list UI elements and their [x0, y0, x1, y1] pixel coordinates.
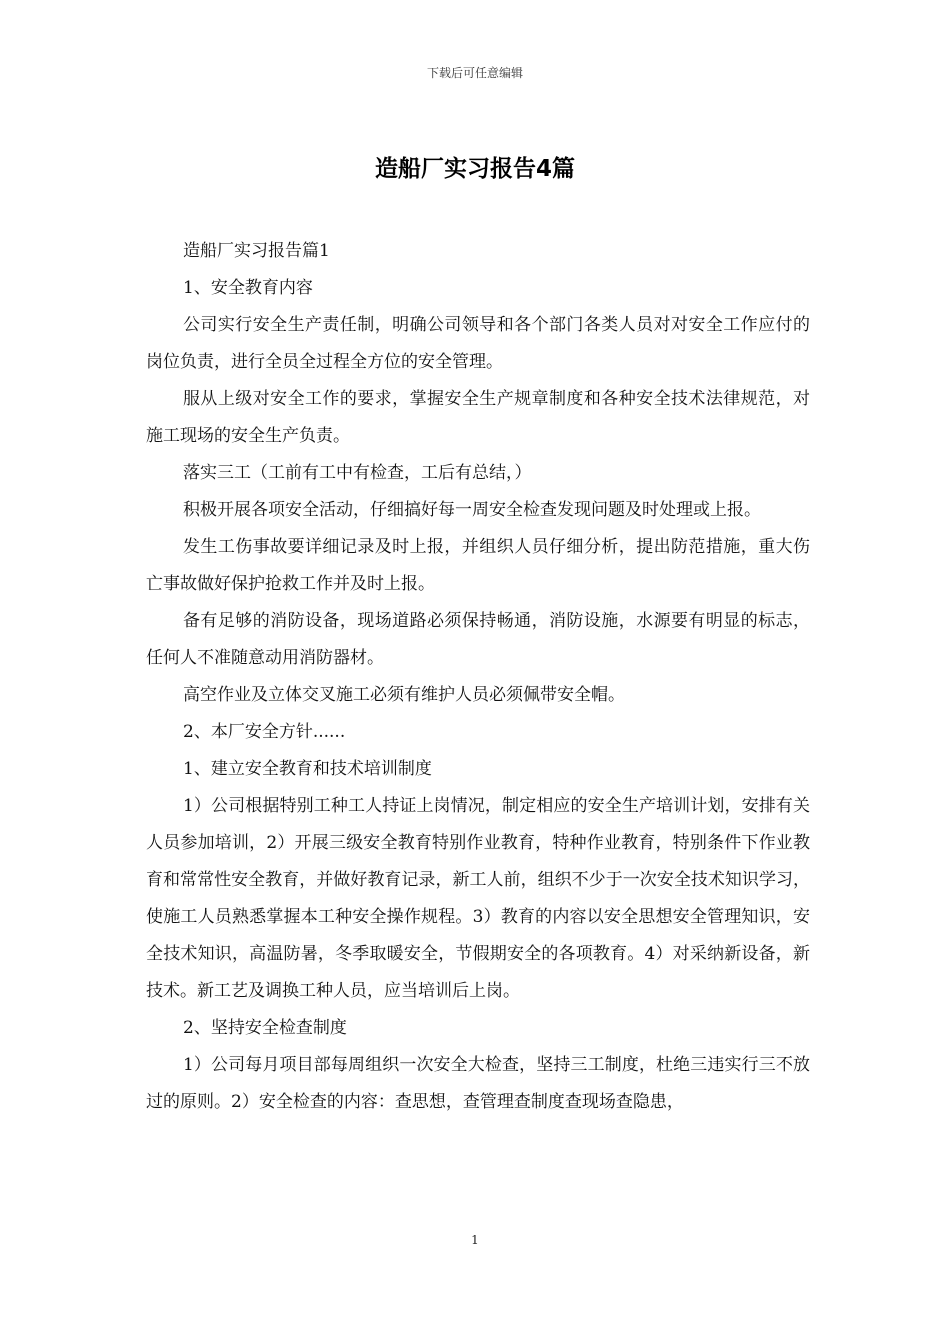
header-note: 下载后可任意编辑 — [426, 66, 523, 80]
body-paragraph: 1）公司根据特别工种工人持证上岗情况，制定相应的安全生产培训计划，安排有关人员参加培训，2）开展三级安全教育特别作业教育，特种作业教育，特别条件下作业教育和常常性安全教育，并做好教育记录，新工人前，组织不少于一次安全技术知识学习，使施工人员熟悉掌握本工种安全操作规程。3）教育的内容以安全思想安全管理知识，安全技术知识，高温防暑，冬季取暖安全，节假期安全的各项教育。4）对采纳新设备，新技术。新工艺及调换工种人员，应当培训后上岗。 — [146, 796, 810, 1001]
body-paragraph: 高空作业及立体交叉施工必须有维护人员必须佩带安全帽。 — [183, 685, 625, 705]
subsection-heading: 2、本厂安全方针...... — [183, 722, 346, 742]
body-paragraph: 1）公司每月项目部每周组织一次安全大检查，坚持三工制度，杜绝三违实行三不放过的原则。2）安全检查的内容：查思想，查管理查制度查现场查隐患， — [146, 1055, 810, 1112]
body-paragraph: 落实三工（工前有工中有检查，工后有总结，） — [183, 463, 532, 483]
body-paragraph: 发生工伤事故要详细记录及时上报，并组织人员仔细分析，提出防范措施，重大伤亡事故做好保护抢救工作并及时上报。 — [146, 537, 810, 594]
subsection-heading: 1、建立安全教育和技术培训制度 — [183, 759, 432, 779]
section-heading: 造船厂实习报告篇1 — [183, 241, 330, 261]
page-number: 1 — [471, 1233, 479, 1247]
document-title: 造船厂实习报告4篇 — [374, 156, 575, 182]
subsection-heading: 1、安全教育内容 — [183, 278, 313, 298]
subsection-heading: 2、坚持安全检查制度 — [183, 1018, 347, 1038]
body-paragraph: 公司实行安全生产责任制，明确公司领导和各个部门各类人员对对安全工作应付的岗位负责，进行全员全过程全方位的安全管理。 — [146, 315, 810, 372]
document-body — [146, 233, 810, 1121]
body-paragraph: 积极开展各项安全活动，仔细搞好每一周安全检查发现问题及时处理或上报。 — [183, 500, 761, 520]
body-paragraph: 备有足够的消防设备，现场道路必须保持畅通，消防设施，水源要有明显的标志，任何人不准随意动用消防器材。 — [146, 611, 810, 668]
body-paragraph: 服从上级对安全工作的要求，掌握安全生产规章制度和各种安全技术法律规范，对施工现场的安全生产负责。 — [146, 389, 810, 446]
